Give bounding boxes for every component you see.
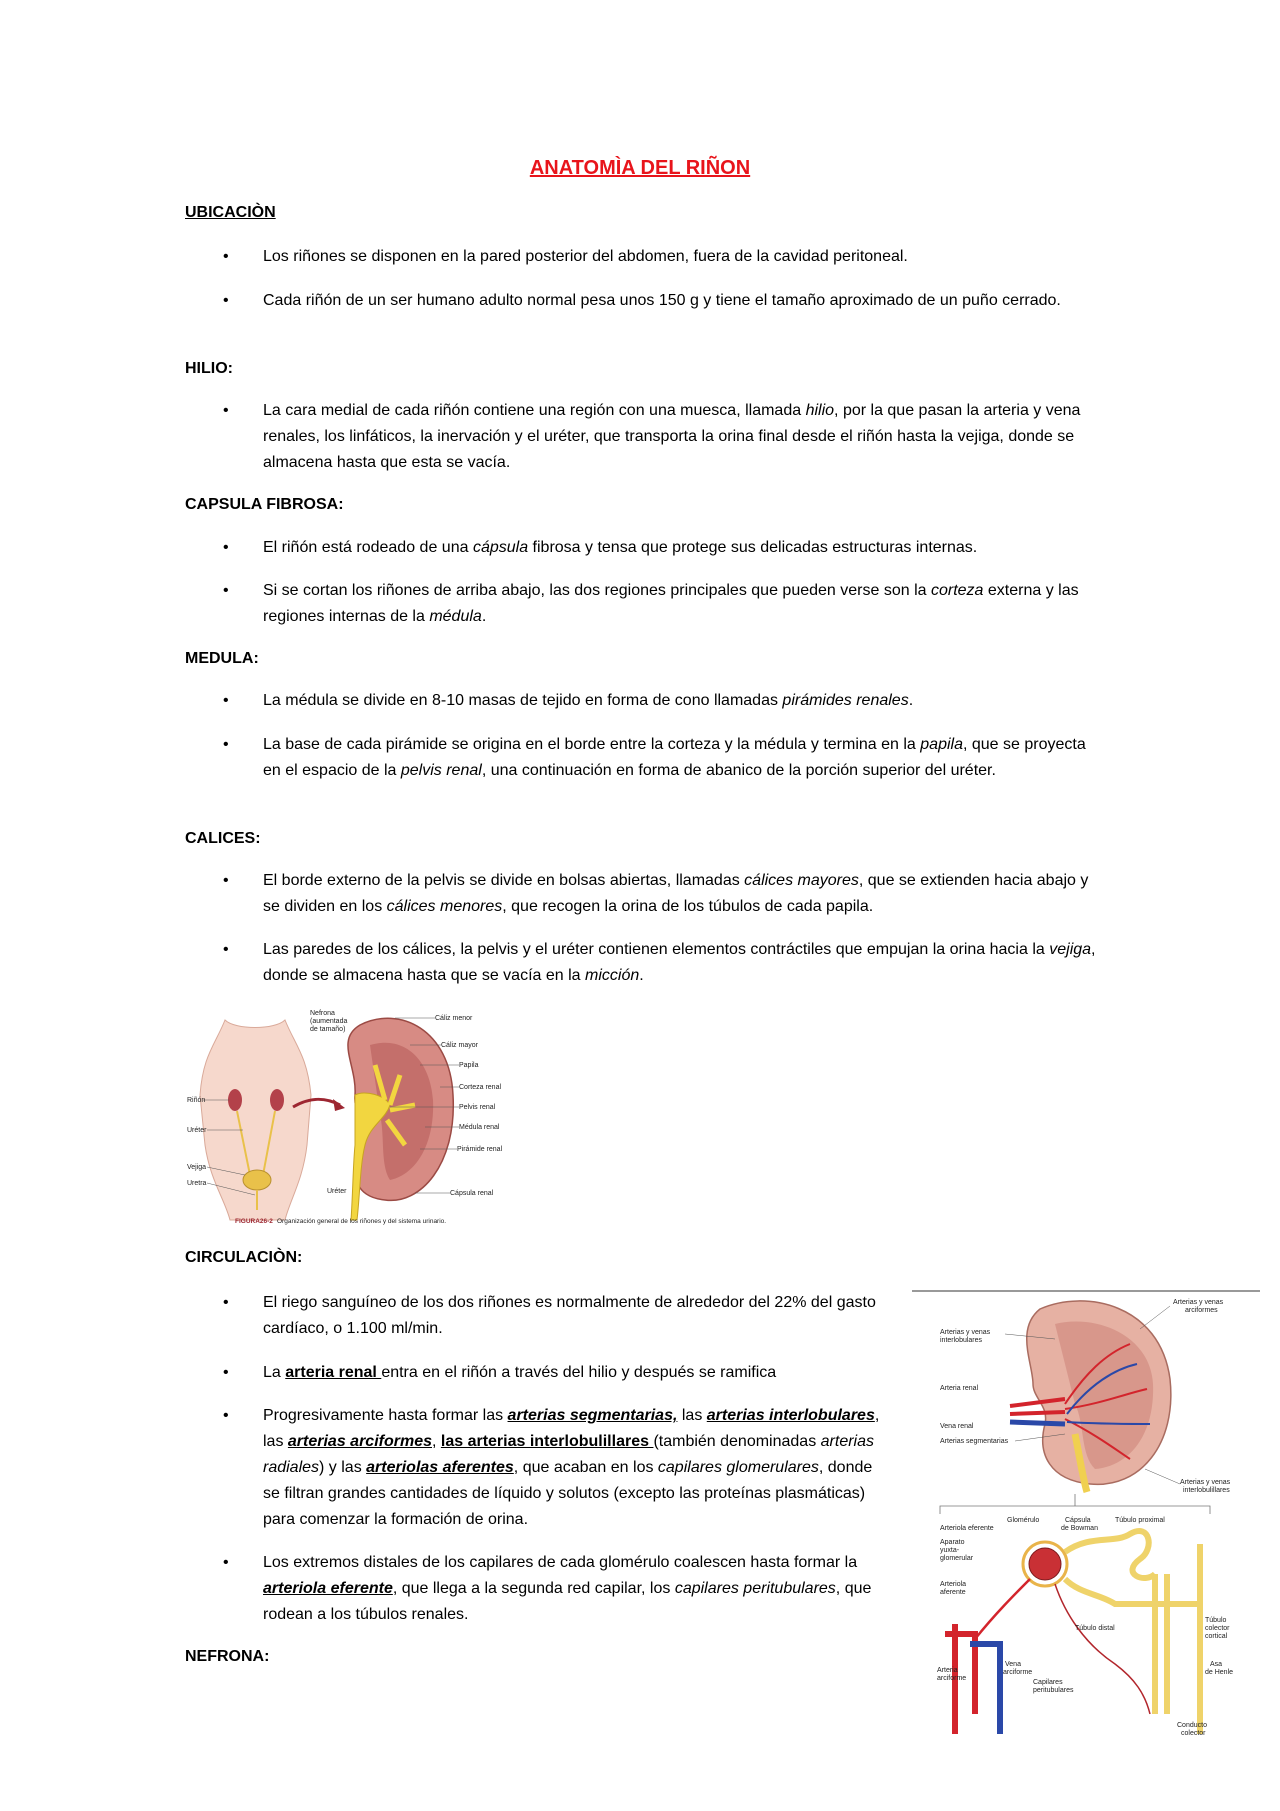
- label-ureter-right: Uréter: [327, 1188, 347, 1195]
- bullet-medula-1: • La médula se divide en 8-10 masas de tejido en forma de cono llamadas pirámides renales.: [263, 688, 1103, 714]
- label-nefrona: Nefrona: [310, 1010, 335, 1017]
- bullet-capsula-2: • Si se cortan los riñones de arriba abajo, las dos regiones principales que pueden verse son la corteza externa y las regiones internas de la médula.: [263, 578, 1103, 630]
- label-caliz-mayor: Cáliz mayor: [441, 1042, 478, 1049]
- label-pelvis: Pelvis renal: [459, 1104, 496, 1111]
- label-capsula-bowman-2: de Bowman: [1061, 1525, 1098, 1532]
- label-tubulo-colector-2: colector: [1205, 1625, 1230, 1632]
- heading-circulacion: CIRCULACIÒN:: [185, 1249, 303, 1266]
- label-vena-arciforme-2: arciforme: [1003, 1669, 1033, 1676]
- label-aparato-2: yuxta-: [940, 1547, 960, 1554]
- heading-medula: MEDULA:: [185, 650, 259, 667]
- label-interlobulillares-2: interlobulillares: [1183, 1487, 1230, 1494]
- label-piramide: Pirámide renal: [457, 1146, 503, 1153]
- label-papila: Papila: [459, 1062, 479, 1069]
- label-capsula: Cápsula renal: [450, 1190, 494, 1197]
- label-nefrona-sub2: de tamaño): [310, 1026, 346, 1033]
- renal-vein-shape: [1010, 1422, 1065, 1424]
- label-caliz-menor: Cáliz menor: [435, 1015, 473, 1022]
- label-arteria-arciforme-2: arciforme: [937, 1675, 967, 1682]
- label-arterias-venas-arciformes-1: Arterias y venas: [1173, 1299, 1224, 1306]
- figure-divider: [912, 1290, 1260, 1292]
- label-arteria-renal: Arteria renal: [940, 1385, 979, 1392]
- label-vena-renal: Vena renal: [940, 1423, 974, 1430]
- bullet-ubicacion-1: • Los riñones se disponen en la pared posterior del abdomen, fuera de la cavidad peritoneal.: [263, 244, 1103, 270]
- bullet-ubicacion-2: • Cada riñón de un ser humano adulto normal pesa unos 150 g y tiene el tamaño aproximado de un puño cerrado.: [263, 288, 1103, 314]
- label-tubulo-colector-1: Túbulo: [1205, 1617, 1227, 1624]
- label-ureter-left: Uréter: [187, 1127, 207, 1134]
- label-vena-arciforme-1: Vena: [1005, 1661, 1021, 1668]
- label-conducto-2: colector: [1181, 1730, 1206, 1737]
- label-aparato-3: glomerular: [940, 1555, 974, 1562]
- label-medula: Médula renal: [459, 1124, 500, 1131]
- label-capilares-2: peritubulares: [1033, 1687, 1074, 1694]
- label-interlobulares-1: Arterias y venas: [940, 1329, 991, 1336]
- label-conducto-1: Conducto: [1177, 1722, 1207, 1729]
- label-aparato-1: Aparato: [940, 1539, 965, 1546]
- label-asa-2: de Henle: [1205, 1669, 1234, 1676]
- label-capsula-bowman-1: Cápsula: [1065, 1517, 1091, 1524]
- label-segmentarias: Arterias segmentarias: [940, 1438, 1009, 1445]
- label-arteriola-aferente-2: aferente: [940, 1589, 966, 1596]
- page-title: ANATOMÌA DEL RIÑON: [529, 157, 751, 179]
- bullet-medula-2: • La base de cada pirámide se origina en el borde entre la corteza y la médula y termina en la papila, que se proyecta en el espacio de la pelvis renal, una continuación en forma de abanico de la porción superior del uréter.: [263, 732, 1103, 784]
- figure-caption-number: FIGURA26-2: [235, 1218, 273, 1225]
- label-arteriola-eferente: Arteriola eferente: [940, 1525, 994, 1532]
- bladder: [243, 1170, 271, 1190]
- label-corteza: Corteza renal: [459, 1084, 502, 1091]
- bullet-capsula-1: • El riñón está rodeado de una cápsula fibrosa y tensa que protege sus delicadas estructuras internas.: [263, 535, 1103, 561]
- bullet-hilio-1: • La cara medial de cada riñón contiene una región con una muesca, llamada hilio, por la que pasan la arteria y vena renales, los linfáticos, la inervación y el uréter, que transporta la orina final desde el riñón hasta la vejiga, donde se almacena hasta que esta se vacía.: [263, 398, 1103, 476]
- kidney-left-small: [228, 1089, 242, 1111]
- label-arterias-venas-arciformes-2: arciformes: [1185, 1307, 1218, 1314]
- bullet-circulacion-1: • El riego sanguíneo de los dos riñones es normalmente de alrededor del 22% del gasto cardíaco, o 1.100 ml/min.: [263, 1290, 893, 1342]
- glomerulus-shape: [1029, 1548, 1061, 1580]
- bullet-circulacion-3: • Progresivamente hasta formar las arterias segmentarias, las arterias interlobulares, las arterias arciformes, las arterias interlobulillares (también denominadas arterias radiales) y las arteriolas aferentes, que acaban en los capilares glomerulares, donde se filtran grandes cantidades de líquido y solutos (excepto las proteínas plasmáticas) para comenzar la formación de orina.: [263, 1403, 893, 1533]
- label-arteriola-aferente-1: Arteriola: [940, 1581, 967, 1588]
- bullet-calices-1: • El borde externo de la pelvis se divide en bolsas abiertas, llamadas cálices mayores, que se extienden hacia abajo y se dividen en los cálices menores, que recogen la orina de los túbulos de cada papila.: [263, 868, 1103, 920]
- heading-calices: CALICES:: [185, 830, 261, 847]
- bullet-calices-2: • Las paredes de los cálices, la pelvis y el uréter contienen elementos contráctiles que empujan la orina hacia la vejiga, donde se almacena hasta que se vacía en la micción.: [263, 937, 1103, 989]
- kidney-right-small: [270, 1089, 284, 1111]
- heading-hilio: HILIO:: [185, 360, 233, 377]
- label-arteria-arciforme-1: Arteria: [937, 1667, 958, 1674]
- label-tubulo-distal: Túbulo distal: [1075, 1625, 1115, 1632]
- figure-renal-circulation: [915, 1294, 1260, 1744]
- heading-ubicacion: UBICACIÒN: [185, 204, 276, 221]
- label-uretra: Uretra: [187, 1180, 207, 1187]
- heading-nefrona: NEFRONA:: [185, 1648, 270, 1665]
- heading-capsula: CAPSULA FIBROSA:: [185, 496, 344, 513]
- label-tubulo-colector-3: cortical: [1205, 1633, 1228, 1640]
- figure-caption: Organización general de los riñones y del sistema urinario.: [277, 1218, 447, 1225]
- label-tubulo-proximal: Túbulo proximal: [1115, 1517, 1165, 1524]
- figure-urinary-system: [185, 1005, 525, 1230]
- label-asa-1: Asa: [1210, 1661, 1223, 1668]
- bullet-circulacion-4: • Los extremos distales de los capilares de cada glomérulo coalescen hasta formar la arteriola eferente, que llega a la segunda red capilar, los capilares peritubulares, que rodean a los túbulos renales.: [263, 1550, 893, 1628]
- label-nefrona-sub1: (aumentada: [310, 1018, 348, 1025]
- label-capilares-1: Capilares: [1033, 1679, 1063, 1686]
- label-glomerulo: Glomérulo: [1007, 1517, 1040, 1524]
- bullet-circulacion-2: • La arteria renal entra en el riñón a través del hilio y después se ramifica: [263, 1360, 893, 1386]
- label-interlobulillares-1: Arterias y venas: [1180, 1479, 1231, 1486]
- label-interlobulares-2: interlobulares: [940, 1337, 983, 1344]
- label-rinon: Riñón: [187, 1097, 206, 1104]
- label-vejiga: Vejiga: [187, 1164, 207, 1171]
